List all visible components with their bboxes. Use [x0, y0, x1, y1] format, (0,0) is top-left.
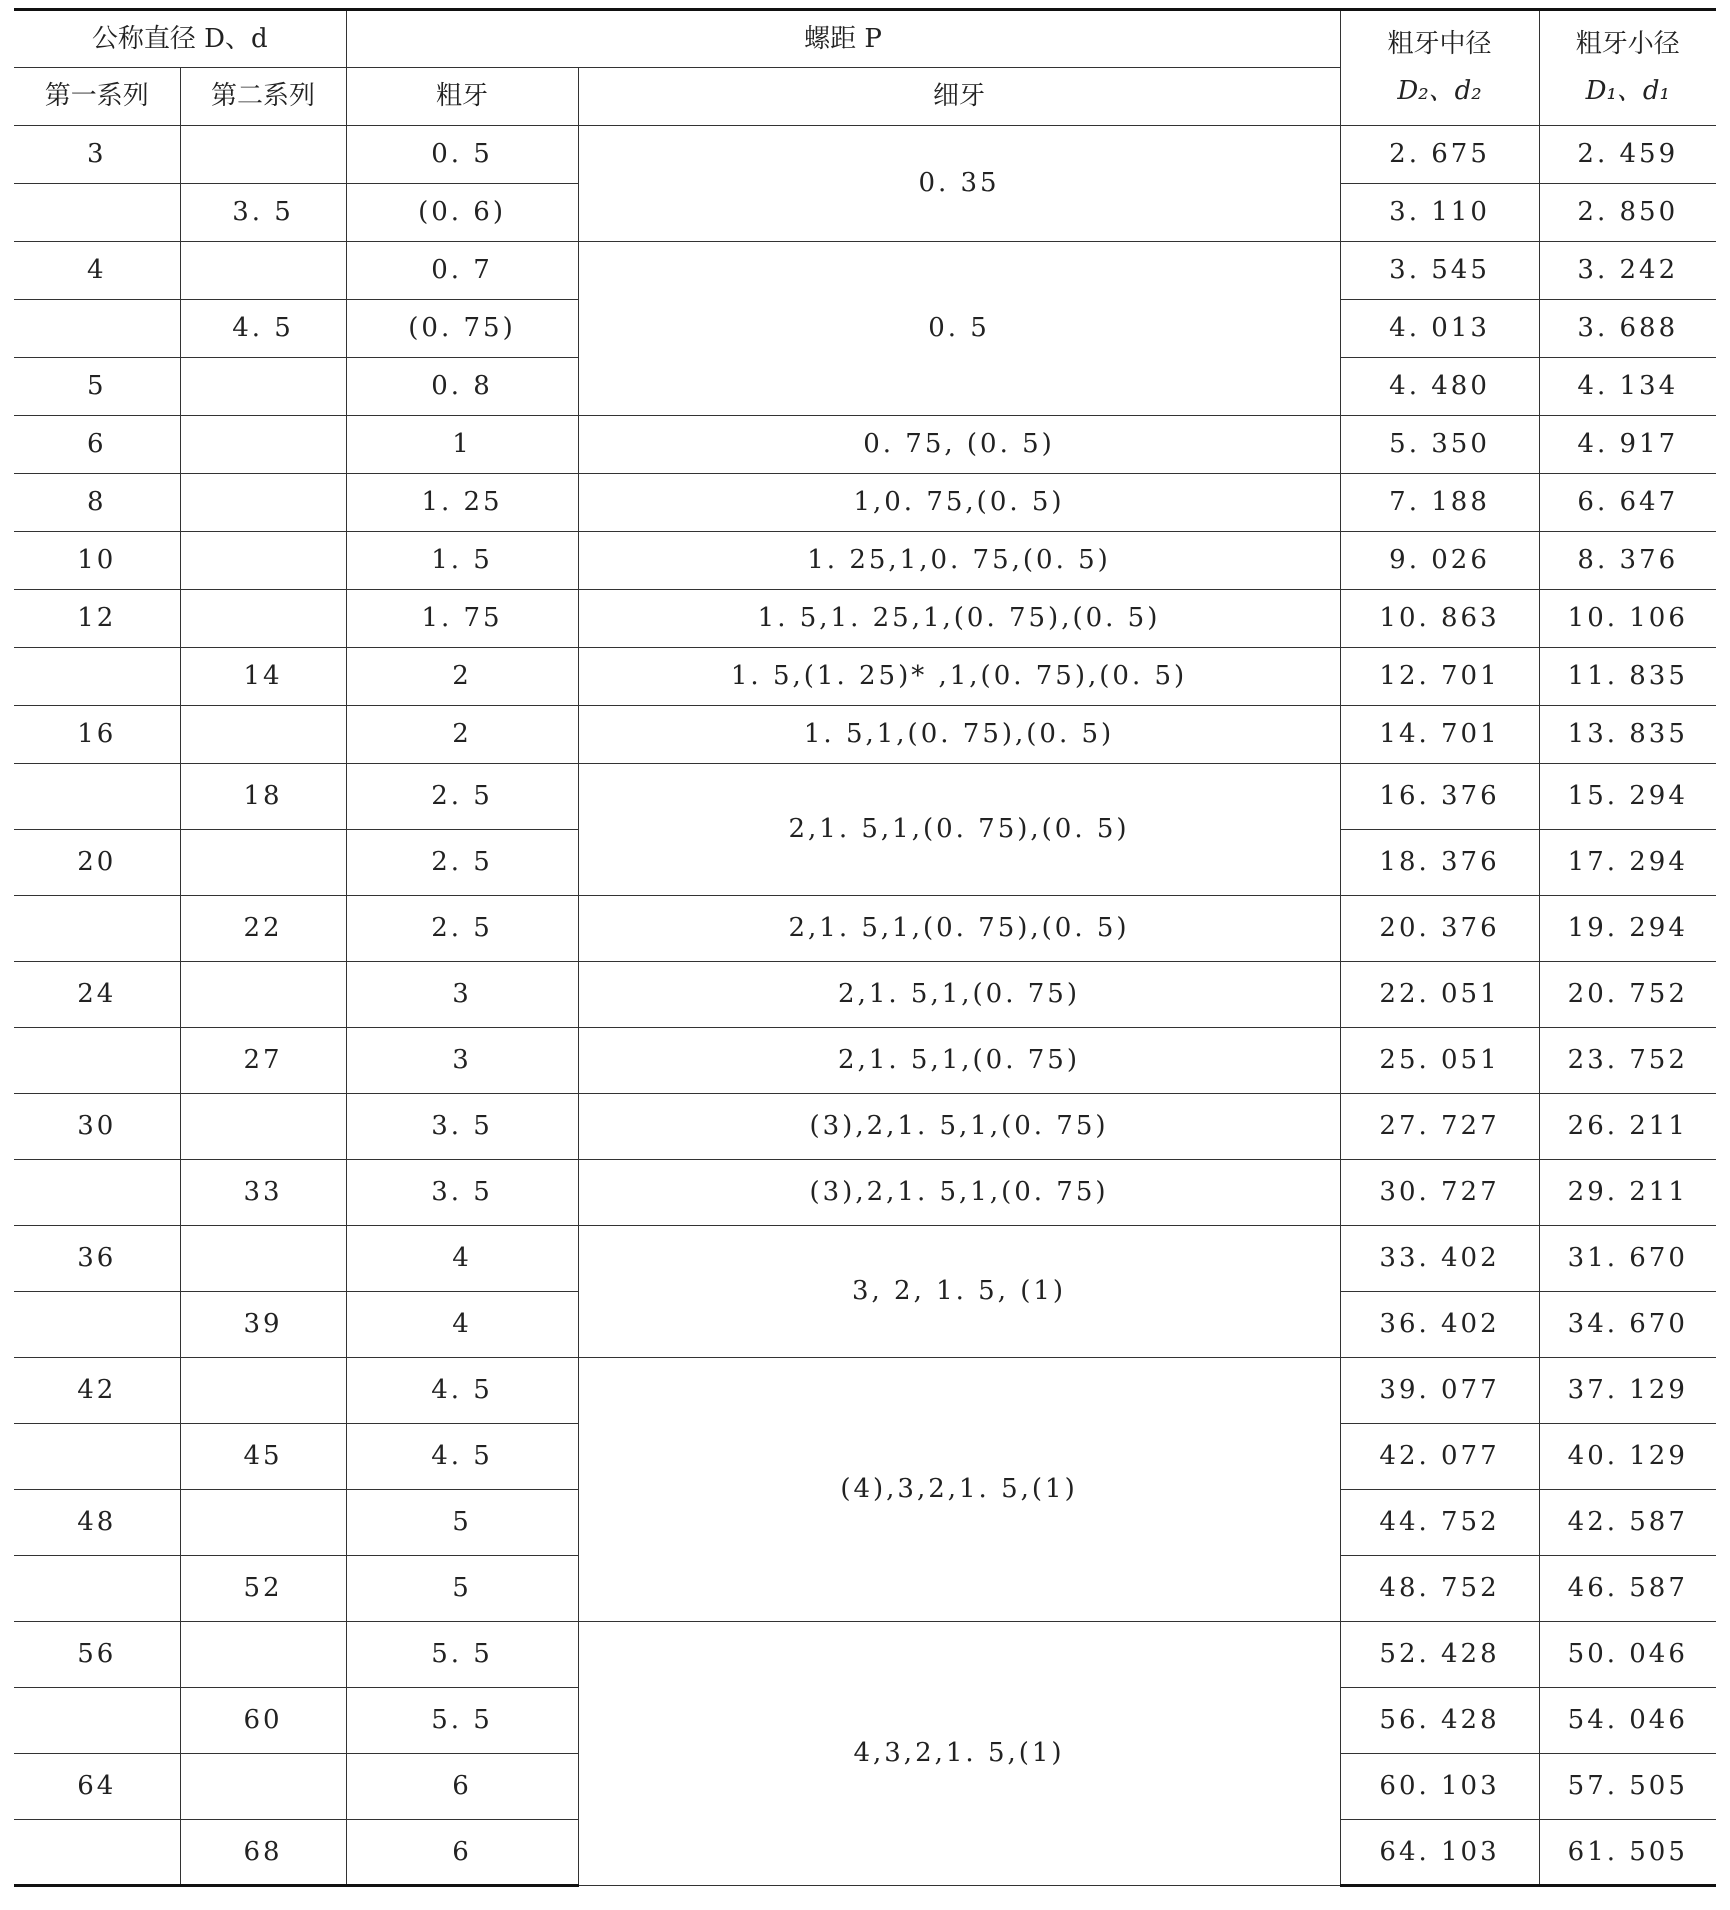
first-series-cell: 8	[14, 474, 180, 532]
header-minor-diameter-label: 粗牙小径	[1575, 29, 1680, 60]
minor-diameter-cell: 13. 835	[1539, 706, 1716, 764]
header-second-series: 第二系列	[180, 68, 346, 126]
coarse-pitch-cell: 5. 5	[346, 1688, 578, 1754]
minor-diameter-cell: 3. 242	[1539, 242, 1716, 300]
first-series-cell	[14, 1424, 180, 1490]
pitch-diameter-cell: 7. 188	[1340, 474, 1539, 532]
table-row	[14, 896, 1716, 962]
second-series-cell	[180, 474, 346, 532]
header-first-series: 第一系列	[14, 68, 180, 126]
coarse-pitch-cell: 2. 5	[346, 764, 578, 830]
fine-pitch-cell: 2,1. 5,1,(0. 75)	[578, 1028, 1340, 1094]
pitch-diameter-cell: 9. 026	[1340, 532, 1539, 590]
minor-diameter-cell: 17. 294	[1539, 830, 1716, 896]
second-series-cell: 14	[180, 648, 346, 706]
pitch-diameter-cell: 14. 701	[1340, 706, 1539, 764]
minor-diameter-cell: 50. 046	[1539, 1622, 1716, 1688]
first-series-cell: 64	[14, 1754, 180, 1820]
coarse-pitch-cell: 5	[346, 1556, 578, 1622]
second-series-cell	[180, 532, 346, 590]
coarse-pitch-cell: 3. 5	[346, 1094, 578, 1160]
pitch-diameter-cell: 22. 051	[1340, 962, 1539, 1028]
pitch-diameter-cell: 10. 863	[1340, 590, 1539, 648]
first-series-cell	[14, 1556, 180, 1622]
first-series-cell	[14, 300, 180, 358]
coarse-pitch-cell: 0. 7	[346, 242, 578, 300]
first-series-cell: 42	[14, 1358, 180, 1424]
pitch-diameter-cell: 16. 376	[1340, 764, 1539, 830]
coarse-pitch-cell: 4	[346, 1226, 578, 1292]
table-row	[14, 1094, 1716, 1160]
fine-pitch-cell: 2,1. 5,1,(0. 75)	[578, 962, 1340, 1028]
minor-diameter-cell: 2. 459	[1539, 126, 1716, 184]
table-row	[14, 648, 1716, 706]
coarse-pitch-cell: 2. 5	[346, 896, 578, 962]
minor-diameter-cell: 11. 835	[1539, 648, 1716, 706]
pitch-diameter-cell: 36. 402	[1340, 1292, 1539, 1358]
coarse-pitch-cell: (0. 6)	[346, 184, 578, 242]
coarse-pitch-cell: 1. 25	[346, 474, 578, 532]
second-series-cell	[180, 242, 346, 300]
pitch-diameter-cell: 44. 752	[1340, 1490, 1539, 1556]
first-series-cell	[14, 1028, 180, 1094]
fine-pitch-cell: (4),3,2,1. 5,(1)	[578, 1358, 1340, 1622]
minor-diameter-cell: 20. 752	[1539, 962, 1716, 1028]
second-series-cell: 68	[180, 1820, 346, 1886]
minor-diameter-cell: 54. 046	[1539, 1688, 1716, 1754]
pitch-diameter-cell: 60. 103	[1340, 1754, 1539, 1820]
minor-diameter-cell: 40. 129	[1539, 1424, 1716, 1490]
table-row	[14, 1358, 1716, 1424]
minor-diameter-cell: 19. 294	[1539, 896, 1716, 962]
coarse-pitch-cell: 4	[346, 1292, 578, 1358]
minor-diameter-cell: 10. 106	[1539, 590, 1716, 648]
minor-diameter-cell: 29. 211	[1539, 1160, 1716, 1226]
table-row	[14, 590, 1716, 648]
table-row	[14, 242, 1716, 300]
pitch-diameter-cell: 30. 727	[1340, 1160, 1539, 1226]
coarse-pitch-cell: 0. 8	[346, 358, 578, 416]
fine-pitch-cell: 0. 35	[578, 126, 1340, 242]
minor-diameter-cell: 57. 505	[1539, 1754, 1716, 1820]
coarse-pitch-cell: 2	[346, 648, 578, 706]
first-series-cell	[14, 1820, 180, 1886]
minor-diameter-cell: 4. 134	[1539, 358, 1716, 416]
pitch-diameter-cell: 42. 077	[1340, 1424, 1539, 1490]
pitch-diameter-cell: 18. 376	[1340, 830, 1539, 896]
first-series-cell: 48	[14, 1490, 180, 1556]
header-minor-diameter-symbol: D₁、d₁	[1585, 76, 1670, 106]
header-pitch: 螺距 P	[346, 10, 1340, 68]
first-series-cell: 20	[14, 830, 180, 896]
minor-diameter-cell: 23. 752	[1539, 1028, 1716, 1094]
minor-diameter-cell: 46. 587	[1539, 1556, 1716, 1622]
pitch-diameter-cell: 52. 428	[1340, 1622, 1539, 1688]
second-series-cell	[180, 1358, 346, 1424]
second-series-cell	[180, 1754, 346, 1820]
pitch-diameter-cell: 4. 013	[1340, 300, 1539, 358]
minor-diameter-cell: 3. 688	[1539, 300, 1716, 358]
table-row	[14, 1622, 1716, 1688]
coarse-pitch-cell: 3	[346, 1028, 578, 1094]
pitch-diameter-cell: 48. 752	[1340, 1556, 1539, 1622]
second-series-cell: 3. 5	[180, 184, 346, 242]
coarse-pitch-cell: 3. 5	[346, 1160, 578, 1226]
table-row	[14, 706, 1716, 764]
pitch-diameter-cell: 4. 480	[1340, 358, 1539, 416]
pitch-diameter-cell: 3. 545	[1340, 242, 1539, 300]
table-body	[14, 126, 1716, 1886]
second-series-cell: 52	[180, 1556, 346, 1622]
coarse-pitch-cell: 4. 5	[346, 1358, 578, 1424]
minor-diameter-cell: 42. 587	[1539, 1490, 1716, 1556]
table-row	[14, 416, 1716, 474]
second-series-cell	[180, 1490, 346, 1556]
coarse-pitch-cell: 0. 5	[346, 126, 578, 184]
second-series-cell: 45	[180, 1424, 346, 1490]
fine-pitch-cell: 0. 75, (0. 5)	[578, 416, 1340, 474]
table-header	[14, 10, 1716, 126]
second-series-cell: 18	[180, 764, 346, 830]
table-row	[14, 1160, 1716, 1226]
coarse-pitch-cell: 3	[346, 962, 578, 1028]
minor-diameter-cell: 2. 850	[1539, 184, 1716, 242]
first-series-cell	[14, 764, 180, 830]
pitch-diameter-cell: 12. 701	[1340, 648, 1539, 706]
second-series-cell	[180, 1622, 346, 1688]
minor-diameter-cell: 15. 294	[1539, 764, 1716, 830]
second-series-cell	[180, 416, 346, 474]
coarse-pitch-cell: 1. 75	[346, 590, 578, 648]
second-series-cell	[180, 126, 346, 184]
coarse-pitch-cell: 6	[346, 1820, 578, 1886]
second-series-cell: 39	[180, 1292, 346, 1358]
fine-pitch-cell: (3),2,1. 5,1,(0. 75)	[578, 1160, 1340, 1226]
minor-diameter-cell: 37. 129	[1539, 1358, 1716, 1424]
first-series-cell	[14, 184, 180, 242]
header-pitch-diameter-symbol: D₂、d₂	[1397, 76, 1482, 106]
pitch-diameter-cell: 5. 350	[1340, 416, 1539, 474]
pitch-diameter-cell: 56. 428	[1340, 1688, 1539, 1754]
coarse-pitch-cell: 5	[346, 1490, 578, 1556]
header-minor-diameter	[1539, 10, 1716, 126]
table-row	[14, 962, 1716, 1028]
second-series-cell	[180, 1226, 346, 1292]
table-row	[14, 1226, 1716, 1292]
table-row	[14, 126, 1716, 184]
first-series-cell: 3	[14, 126, 180, 184]
fine-pitch-cell: 1. 5,1. 25,1,(0. 75),(0. 5)	[578, 590, 1340, 648]
table-row	[14, 764, 1716, 830]
second-series-cell: 22	[180, 896, 346, 962]
second-series-cell	[180, 590, 346, 648]
pitch-diameter-cell: 39. 077	[1340, 1358, 1539, 1424]
first-series-cell: 10	[14, 532, 180, 590]
table-row	[14, 474, 1716, 532]
first-series-cell: 36	[14, 1226, 180, 1292]
second-series-cell	[180, 830, 346, 896]
first-series-cell	[14, 648, 180, 706]
header-coarse-pitch: 粗牙	[346, 68, 578, 126]
pitch-diameter-cell: 27. 727	[1340, 1094, 1539, 1160]
minor-diameter-cell: 8. 376	[1539, 532, 1716, 590]
coarse-pitch-cell: 1	[346, 416, 578, 474]
pitch-diameter-cell: 25. 051	[1340, 1028, 1539, 1094]
pitch-diameter-cell: 64. 103	[1340, 1820, 1539, 1886]
first-series-cell	[14, 1292, 180, 1358]
second-series-cell: 4. 5	[180, 300, 346, 358]
coarse-pitch-cell: 4. 5	[346, 1424, 578, 1490]
first-series-cell: 6	[14, 416, 180, 474]
first-series-cell: 30	[14, 1094, 180, 1160]
header-fine-pitch: 细牙	[578, 68, 1340, 126]
coarse-pitch-cell: 1. 5	[346, 532, 578, 590]
second-series-cell: 60	[180, 1688, 346, 1754]
fine-pitch-cell: 0. 5	[578, 242, 1340, 416]
first-series-cell: 16	[14, 706, 180, 764]
header-pitch-diameter	[1340, 10, 1539, 126]
fine-pitch-cell: 2,1. 5,1,(0. 75),(0. 5)	[578, 896, 1340, 962]
second-series-cell: 27	[180, 1028, 346, 1094]
minor-diameter-cell: 26. 211	[1539, 1094, 1716, 1160]
second-series-cell	[180, 1094, 346, 1160]
first-series-cell	[14, 896, 180, 962]
table-row	[14, 532, 1716, 590]
fine-pitch-cell: (3),2,1. 5,1,(0. 75)	[578, 1094, 1340, 1160]
fine-pitch-cell: 1. 5,1,(0. 75),(0. 5)	[578, 706, 1340, 764]
first-series-cell: 24	[14, 962, 180, 1028]
minor-diameter-cell: 4. 917	[1539, 416, 1716, 474]
fine-pitch-cell: 1. 5,(1. 25)* ,1,(0. 75),(0. 5)	[578, 648, 1340, 706]
minor-diameter-cell: 61. 505	[1539, 1820, 1716, 1886]
first-series-cell	[14, 1688, 180, 1754]
second-series-cell	[180, 706, 346, 764]
fine-pitch-cell: 3, 2, 1. 5, (1)	[578, 1226, 1340, 1358]
fine-pitch-cell: 1. 25,1,0. 75,(0. 5)	[578, 532, 1340, 590]
header-nominal-diameter: 公称直径 D、d	[14, 10, 346, 68]
pitch-diameter-cell: 3. 110	[1340, 184, 1539, 242]
minor-diameter-cell: 31. 670	[1539, 1226, 1716, 1292]
first-series-cell	[14, 1160, 180, 1226]
table-row	[14, 1028, 1716, 1094]
first-series-cell: 5	[14, 358, 180, 416]
coarse-pitch-cell: 2. 5	[346, 830, 578, 896]
first-series-cell: 4	[14, 242, 180, 300]
second-series-cell	[180, 358, 346, 416]
pitch-diameter-cell: 2. 675	[1340, 126, 1539, 184]
first-series-cell: 56	[14, 1622, 180, 1688]
pitch-diameter-cell: 20. 376	[1340, 896, 1539, 962]
second-series-cell: 33	[180, 1160, 346, 1226]
thread-table	[14, 8, 1716, 1887]
coarse-pitch-cell: 2	[346, 706, 578, 764]
fine-pitch-cell: 1,0. 75,(0. 5)	[578, 474, 1340, 532]
first-series-cell: 12	[14, 590, 180, 648]
minor-diameter-cell: 34. 670	[1539, 1292, 1716, 1358]
coarse-pitch-cell: 5. 5	[346, 1622, 578, 1688]
pitch-diameter-cell: 33. 402	[1340, 1226, 1539, 1292]
fine-pitch-cell: 2,1. 5,1,(0. 75),(0. 5)	[578, 764, 1340, 896]
header-pitch-diameter-label: 粗牙中径	[1387, 29, 1492, 60]
coarse-pitch-cell: (0. 75)	[346, 300, 578, 358]
minor-diameter-cell: 6. 647	[1539, 474, 1716, 532]
second-series-cell	[180, 962, 346, 1028]
fine-pitch-cell: 4,3,2,1. 5,(1)	[578, 1622, 1340, 1886]
coarse-pitch-cell: 6	[346, 1754, 578, 1820]
